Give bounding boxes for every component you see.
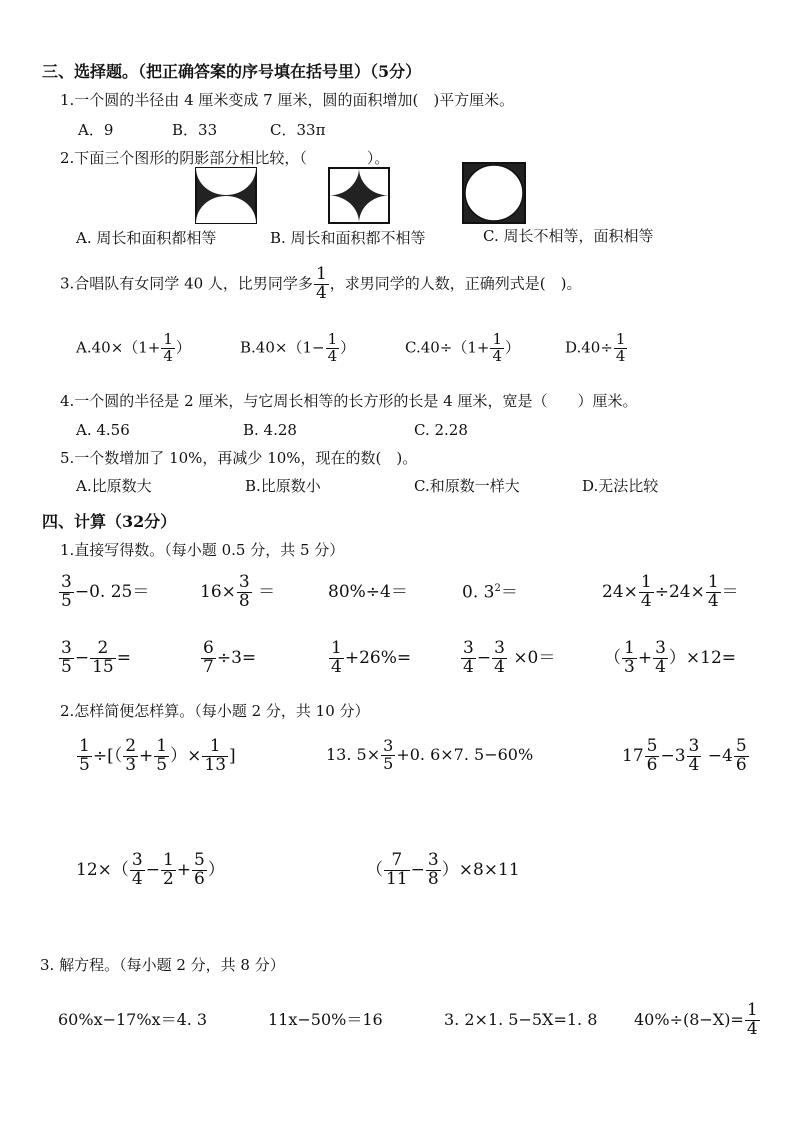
- q4-option-c: C. 2.28: [414, 421, 468, 439]
- q1-option-a: A．9: [78, 121, 114, 139]
- q3-option-a: A.40×（1+ $\frac{1}{4}$ ）: [76, 330, 191, 365]
- simplify-1: $\frac{1}{5}$ ÷[（ $\frac{2}{3}$ + $\frac{1}{5}$ ）× $\frac{1}{13}$ ]: [79, 736, 236, 775]
- q3-option-b: B.40×（1− $\frac{1}{4}$ ）: [240, 330, 356, 365]
- equation-1: 60%x−17%x＝4. 3: [58, 1010, 208, 1029]
- q2-stem: 2.下面三个图形的阴影部分相比较，（ ）。: [60, 149, 390, 167]
- q3-option-d: D.40÷ $\frac{1}{4}$: [565, 330, 626, 365]
- simplify-4: 12×（ $\frac{3}{4}$ − $\frac{1}{2}$ + $\frac{5}{6}$ ）: [76, 850, 225, 889]
- equation-3: 3. 2×1. 5−5X=1. 8: [444, 1010, 598, 1029]
- simplify-5: （ $\frac{7}{11}$ − $\frac{3}{8}$ ）×8×11: [366, 850, 520, 889]
- q3-stem: 3.合唱队有女同学 40 人，比男同学多 $\frac{1}{4}$ ，求男同学的人数，正确列式是( )。: [60, 264, 582, 303]
- q4-option-a: A. 4.56: [76, 421, 130, 439]
- q5-option-b: B.比原数小: [245, 477, 321, 495]
- calc-3: 80%÷4＝: [328, 582, 408, 602]
- fraction: $\frac{1}{4}$: [315, 264, 327, 303]
- q2-option-a: A. 周长和面积都相等: [76, 229, 217, 247]
- figure-a: [195, 167, 257, 224]
- calc-4: 0. $3^2=$: [462, 582, 518, 603]
- part1-title: 1.直接写得数。（每小题 0.5 分，共 5 分）: [60, 541, 345, 559]
- figure-b: [328, 167, 390, 224]
- equation-4: 40%÷(8−X)= $\frac{1}{4}$: [634, 1000, 758, 1039]
- calc-10: （ $\frac{1}{3}$ + $\frac{3}{4}$ ）×12=: [604, 638, 737, 677]
- q5-option-a: A.比原数大: [76, 477, 152, 495]
- figure-c: [462, 162, 526, 224]
- calc-9: $\frac{3}{4}$ − $\frac{3}{4}$ ×0＝: [463, 638, 556, 677]
- q1-option-c: C．33π: [270, 121, 326, 139]
- calc-2: 16× $\frac{3}{8}$ ＝: [200, 572, 276, 611]
- calc-7: $\frac{6}{7}$ ÷3=: [203, 638, 257, 677]
- q2-option-c: C. 周长不相等，面积相等: [483, 227, 654, 245]
- section4-title: 四、计算（32分）: [42, 512, 177, 531]
- calc-8: $\frac{1}{4}$ +26%=: [331, 638, 412, 677]
- part2-title: 2.怎样简便怎样算。（每小题 2 分，共 10 分）: [60, 702, 370, 720]
- q5-option-c: C.和原数一样大: [414, 477, 520, 495]
- calc-5: 24× $\frac{1}{4}$ ÷24× $\frac{1}{4}$ ＝: [602, 572, 739, 611]
- q1-stem: 1.一个圆的半径由 4 厘米变成 7 厘米，圆的面积增加( )平方厘米。: [60, 91, 515, 109]
- part3-title: 3. 解方程。（每小题 2 分，共 8 分）: [40, 956, 285, 974]
- q3-option-c: C.40÷（1+ $\frac{1}{4}$ ）: [405, 330, 521, 365]
- simplify-3: 17 $\frac{5}{6}$ −3 $\frac{3}{4}$ −4 $\frac{5}{6}$: [622, 736, 747, 775]
- q1-option-b: B．33: [172, 121, 218, 139]
- calc-1: $\frac{3}{5}$ −0. 25＝: [61, 572, 150, 611]
- equation-2: 11x−50%＝16: [268, 1010, 383, 1029]
- q2-option-b: B. 周长和面积都不相等: [270, 229, 426, 247]
- section3-title: 三、选择题。（把正确答案的序号填在括号里）（5分）: [42, 62, 422, 81]
- q5-stem: 5.一个数增加了 10%，再减少 10%，现在的数( )。: [60, 449, 418, 467]
- calc-6: $\frac{3}{5}$ − $\frac{2}{15}$ =: [61, 638, 131, 677]
- q4-option-b: B. 4.28: [243, 421, 297, 439]
- simplify-2: 13. 5× $\frac{3}{5}$ +0. 6×7. 5−60%: [326, 736, 534, 773]
- q5-option-d: D.无法比较: [582, 477, 659, 495]
- q4-stem: 4.一个圆的半径是 2 厘米，与它周长相等的长方形的长是 4 厘米，宽是（ ）厘米。: [60, 392, 638, 410]
